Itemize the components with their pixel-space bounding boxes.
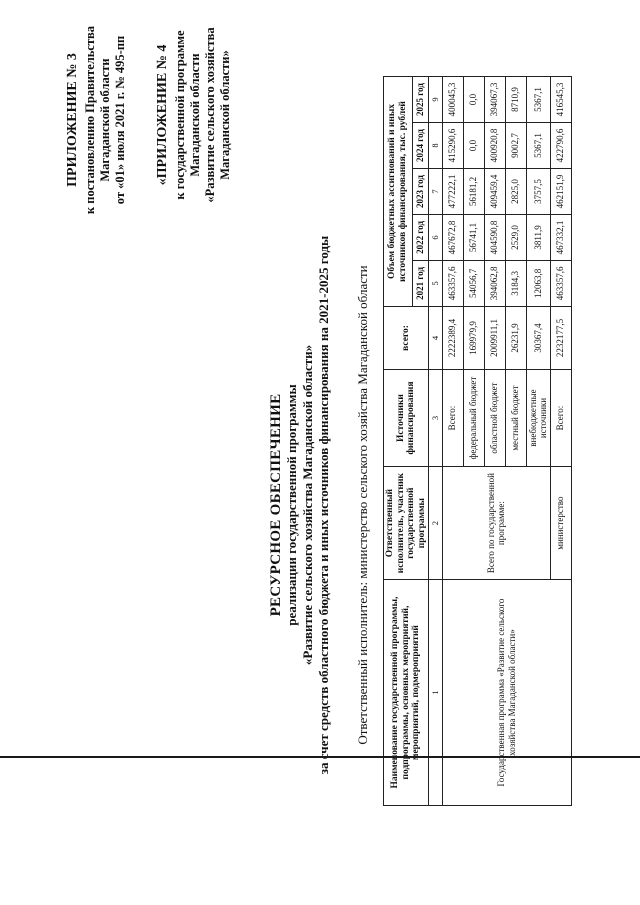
header-source: Источники финансирования (384, 369, 429, 466)
value-cell-2021: 394062,8 (484, 260, 505, 306)
value-cell-2021: 54056,7 (463, 260, 484, 306)
appendix-3-block (65, 15, 128, 225)
appendix-4-line1: к государственной программе (173, 30, 187, 200)
value-cell-2025: 8710,9 (505, 77, 526, 123)
value-cell-2023: 409459,4 (484, 169, 505, 215)
source-cell: Всего: (550, 369, 571, 466)
source-cell: Всего: (442, 369, 463, 466)
source-cell: федеральный бюджет (463, 369, 484, 466)
value-cell-2022: 467332,1 (550, 214, 571, 260)
header-volume: Объем бюджетных ассигнований и иных источников финансирования, тыс. рублей (384, 77, 413, 307)
source-cell: областной бюджет (484, 369, 505, 466)
header-name: Наименование государственной программы, подпрограммы, основных мероприятий, мероприятий, подмероприятий (384, 580, 429, 806)
header-year-2022: 2022 год (412, 214, 428, 260)
value-cell-2022: 404590,8 (484, 214, 505, 260)
value-cell-2024: 5367,1 (526, 123, 550, 169)
document-subtitle-1: реализации государственной программы (284, 384, 299, 626)
value-cell-2025: 416545,3 (550, 77, 571, 123)
value-cell-2021: 12063,8 (526, 260, 550, 306)
column-number: 5 (429, 260, 443, 306)
value-cell-2023: 3757,5 (526, 169, 550, 215)
value-cell-2022: 2529,0 (505, 214, 526, 260)
value-cell-2025: 0,0 (463, 77, 484, 123)
appendix-3-title: ПРИЛОЖЕНИЕ № 3 (65, 53, 80, 187)
total-cell: 169979,9 (463, 306, 484, 369)
value-cell-2024: 415290,6 (442, 123, 463, 169)
value-cell-2021: 3184,3 (505, 260, 526, 306)
appendix-3-line3: от «01» июля 2021 г. № 495-пп (113, 35, 127, 205)
column-number: 8 (429, 123, 443, 169)
column-number: 1 (429, 580, 443, 806)
value-cell-2025: 394067,3 (484, 77, 505, 123)
header-year-2021: 2021 год (412, 260, 428, 306)
column-number: 2 (429, 467, 443, 580)
executor-total-cell: Всего по государственной программе: (442, 467, 550, 580)
value-cell-2021: 463357,6 (442, 260, 463, 306)
appendix-4-line3: «Развитие сельского хозяйства (203, 27, 217, 203)
document-subtitle-2: «Развитие сельского хозяйства Магаданской области» (300, 344, 315, 666)
value-cell-2022: 3811,9 (526, 214, 550, 260)
column-number: 3 (429, 369, 443, 466)
total-cell: 2009911,1 (484, 306, 505, 369)
value-cell-2025: 400045,3 (442, 77, 463, 123)
appendix-3-line1: к постановлению Правительства (83, 25, 97, 215)
value-cell-2022: 467672,8 (442, 214, 463, 260)
total-cell: 2232177,5 (550, 306, 571, 369)
responsible-executor: Ответственный исполнитель: министерство сельского хозяйства Магаданской области (355, 265, 370, 745)
appendix-4-line2: Магаданской области (188, 53, 202, 177)
value-cell-2024: 400920,8 (484, 123, 505, 169)
value-cell-2021: 463357,6 (550, 260, 571, 306)
resource-table (383, 76, 572, 806)
scan-edge-line (0, 756, 640, 758)
header-year-2025: 2025 год (412, 77, 428, 123)
column-number: 7 (429, 169, 443, 215)
source-cell: местный бюджет (505, 369, 526, 466)
value-cell-2024: 9002,7 (505, 123, 526, 169)
value-cell-2024: 422790,6 (550, 123, 571, 169)
program-name-cell: Государственная программа «Развитие сельского хозяйства Магаданской области» (442, 580, 571, 806)
value-cell-2024: 0,0 (463, 123, 484, 169)
header-executor: Ответственный исполнитель, участник государственной программы (384, 467, 429, 580)
document-title: РЕСУРСНОЕ ОБЕСПЕЧЕНИЕ (268, 393, 284, 617)
column-number: 9 (429, 77, 443, 123)
appendix-4-block (155, 10, 233, 220)
document-title-block (268, 225, 332, 785)
value-cell-2022: 56741,1 (463, 214, 484, 260)
value-cell-2025: 5367,1 (526, 77, 550, 123)
appendix-3-line2: Магаданской области (98, 58, 112, 182)
value-cell-2023: 462151,9 (550, 169, 571, 215)
value-cell-2023: 477222,1 (442, 169, 463, 215)
header-year-2023: 2023 год (412, 169, 428, 215)
value-cell-2023: 2825,0 (505, 169, 526, 215)
value-cell-2023: 56181,2 (463, 169, 484, 215)
header-total: всего: (384, 306, 429, 369)
total-cell: 26231,9 (505, 306, 526, 369)
executor-ministry-cell: министерство (550, 467, 571, 580)
column-number: 4 (429, 306, 443, 369)
header-year-2024: 2024 год (412, 123, 428, 169)
appendix-4-line4: Магаданской области» (218, 50, 232, 180)
document-subtitle-3: за счет средств областного бюджета и иных источников финансирования на 2021-2025 годы (316, 235, 331, 775)
total-cell: 30367,4 (526, 306, 550, 369)
column-number: 6 (429, 214, 443, 260)
total-cell: 2222389,4 (442, 306, 463, 369)
appendix-4-title: «ПРИЛОЖЕНИЕ № 4 (155, 44, 170, 186)
source-cell: внебюджетные источники (526, 369, 550, 466)
